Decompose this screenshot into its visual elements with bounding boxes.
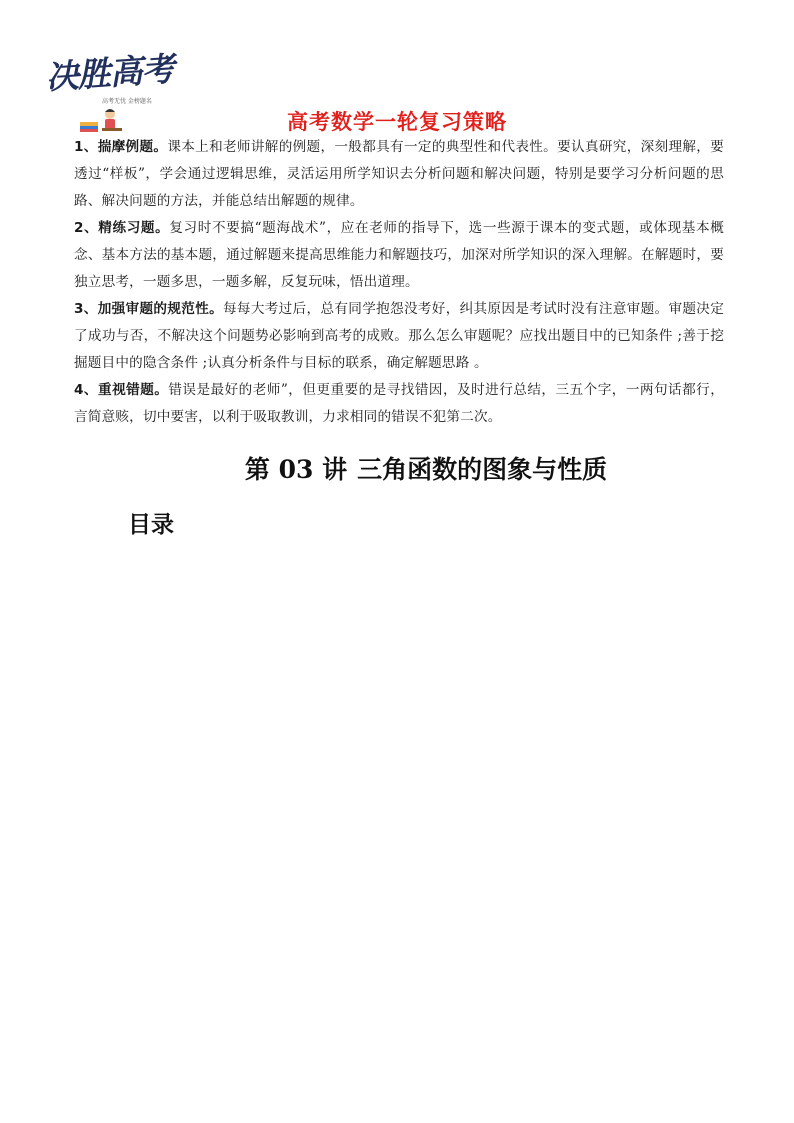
- tip-item: [74, 215, 724, 296]
- tip-number: 1、: [74, 139, 98, 155]
- strategy-title: 高考数学一轮复习策略: [287, 110, 507, 134]
- lecture-name: 三角函数的图象与性质: [357, 455, 608, 484]
- tip-body: 复习时不要搞“题海战术”，应在老师的指导下，选一些源于课本的变式题，或体现基本概念、基本方法的基本题，通过解题来提高思维能力和解题技巧，加深对所学知识的深入理解。在解题时，要独立思考，一题多思，一题多解，反复玩味，悟出道理。: [74, 220, 725, 290]
- logo-text: 决胜高考: [44, 49, 175, 97]
- tip-heading: 重视错题。: [98, 382, 169, 398]
- tip-heading: 揣摩例题。: [97, 139, 168, 155]
- tip-body: 课本上和老师讲解的例题，一般都具有一定的典型性和代表性。要认真研究，深刻理解，要透过“样板”，学会通过逻辑思维，灵活运用所学知识去分析问题和解决问题，特别是要学习分析问题的思路、解决问题的方法，并能总结出解题的规律。: [74, 139, 725, 209]
- tip-item: [74, 296, 724, 377]
- strategy-tips: [74, 134, 724, 431]
- tip-heading: 加强审题的规范性。: [97, 301, 223, 317]
- tip-body: 每每大考过后，总有同学抱怨没考好，纠其原因是考试时没有注意审题。审题决定了成功与否，不解决这个问题势必影响到高考的成败。那么怎么审题呢？应找出题目中的已知条件 ;善于挖掘题目中的隐含条件 ;认真分析条件与目标的联系，确定解题思路 。: [74, 301, 724, 371]
- tip-heading: 精练习题。: [98, 220, 170, 236]
- logo-subtitle: 高考无忧 金榜题名: [102, 98, 152, 105]
- tip-number: 2、: [74, 220, 99, 236]
- lecture-title: [0, 450, 794, 486]
- tip-item: [74, 377, 724, 431]
- tip-number: 3、: [74, 301, 98, 317]
- tip-number: 4、: [74, 382, 98, 398]
- tip-body: 错误是最好的老师”，但更重要的是寻找错因，及时进行总结，三五个字，一两句话都行，言简意赅，切中要害，以利于吸取教训，力求相同的错误不犯第二次。: [74, 382, 725, 425]
- tip-item: [74, 134, 724, 215]
- table-of-contents-heading: 目录: [128, 511, 174, 538]
- lecture-number: 第 03 讲: [244, 455, 348, 484]
